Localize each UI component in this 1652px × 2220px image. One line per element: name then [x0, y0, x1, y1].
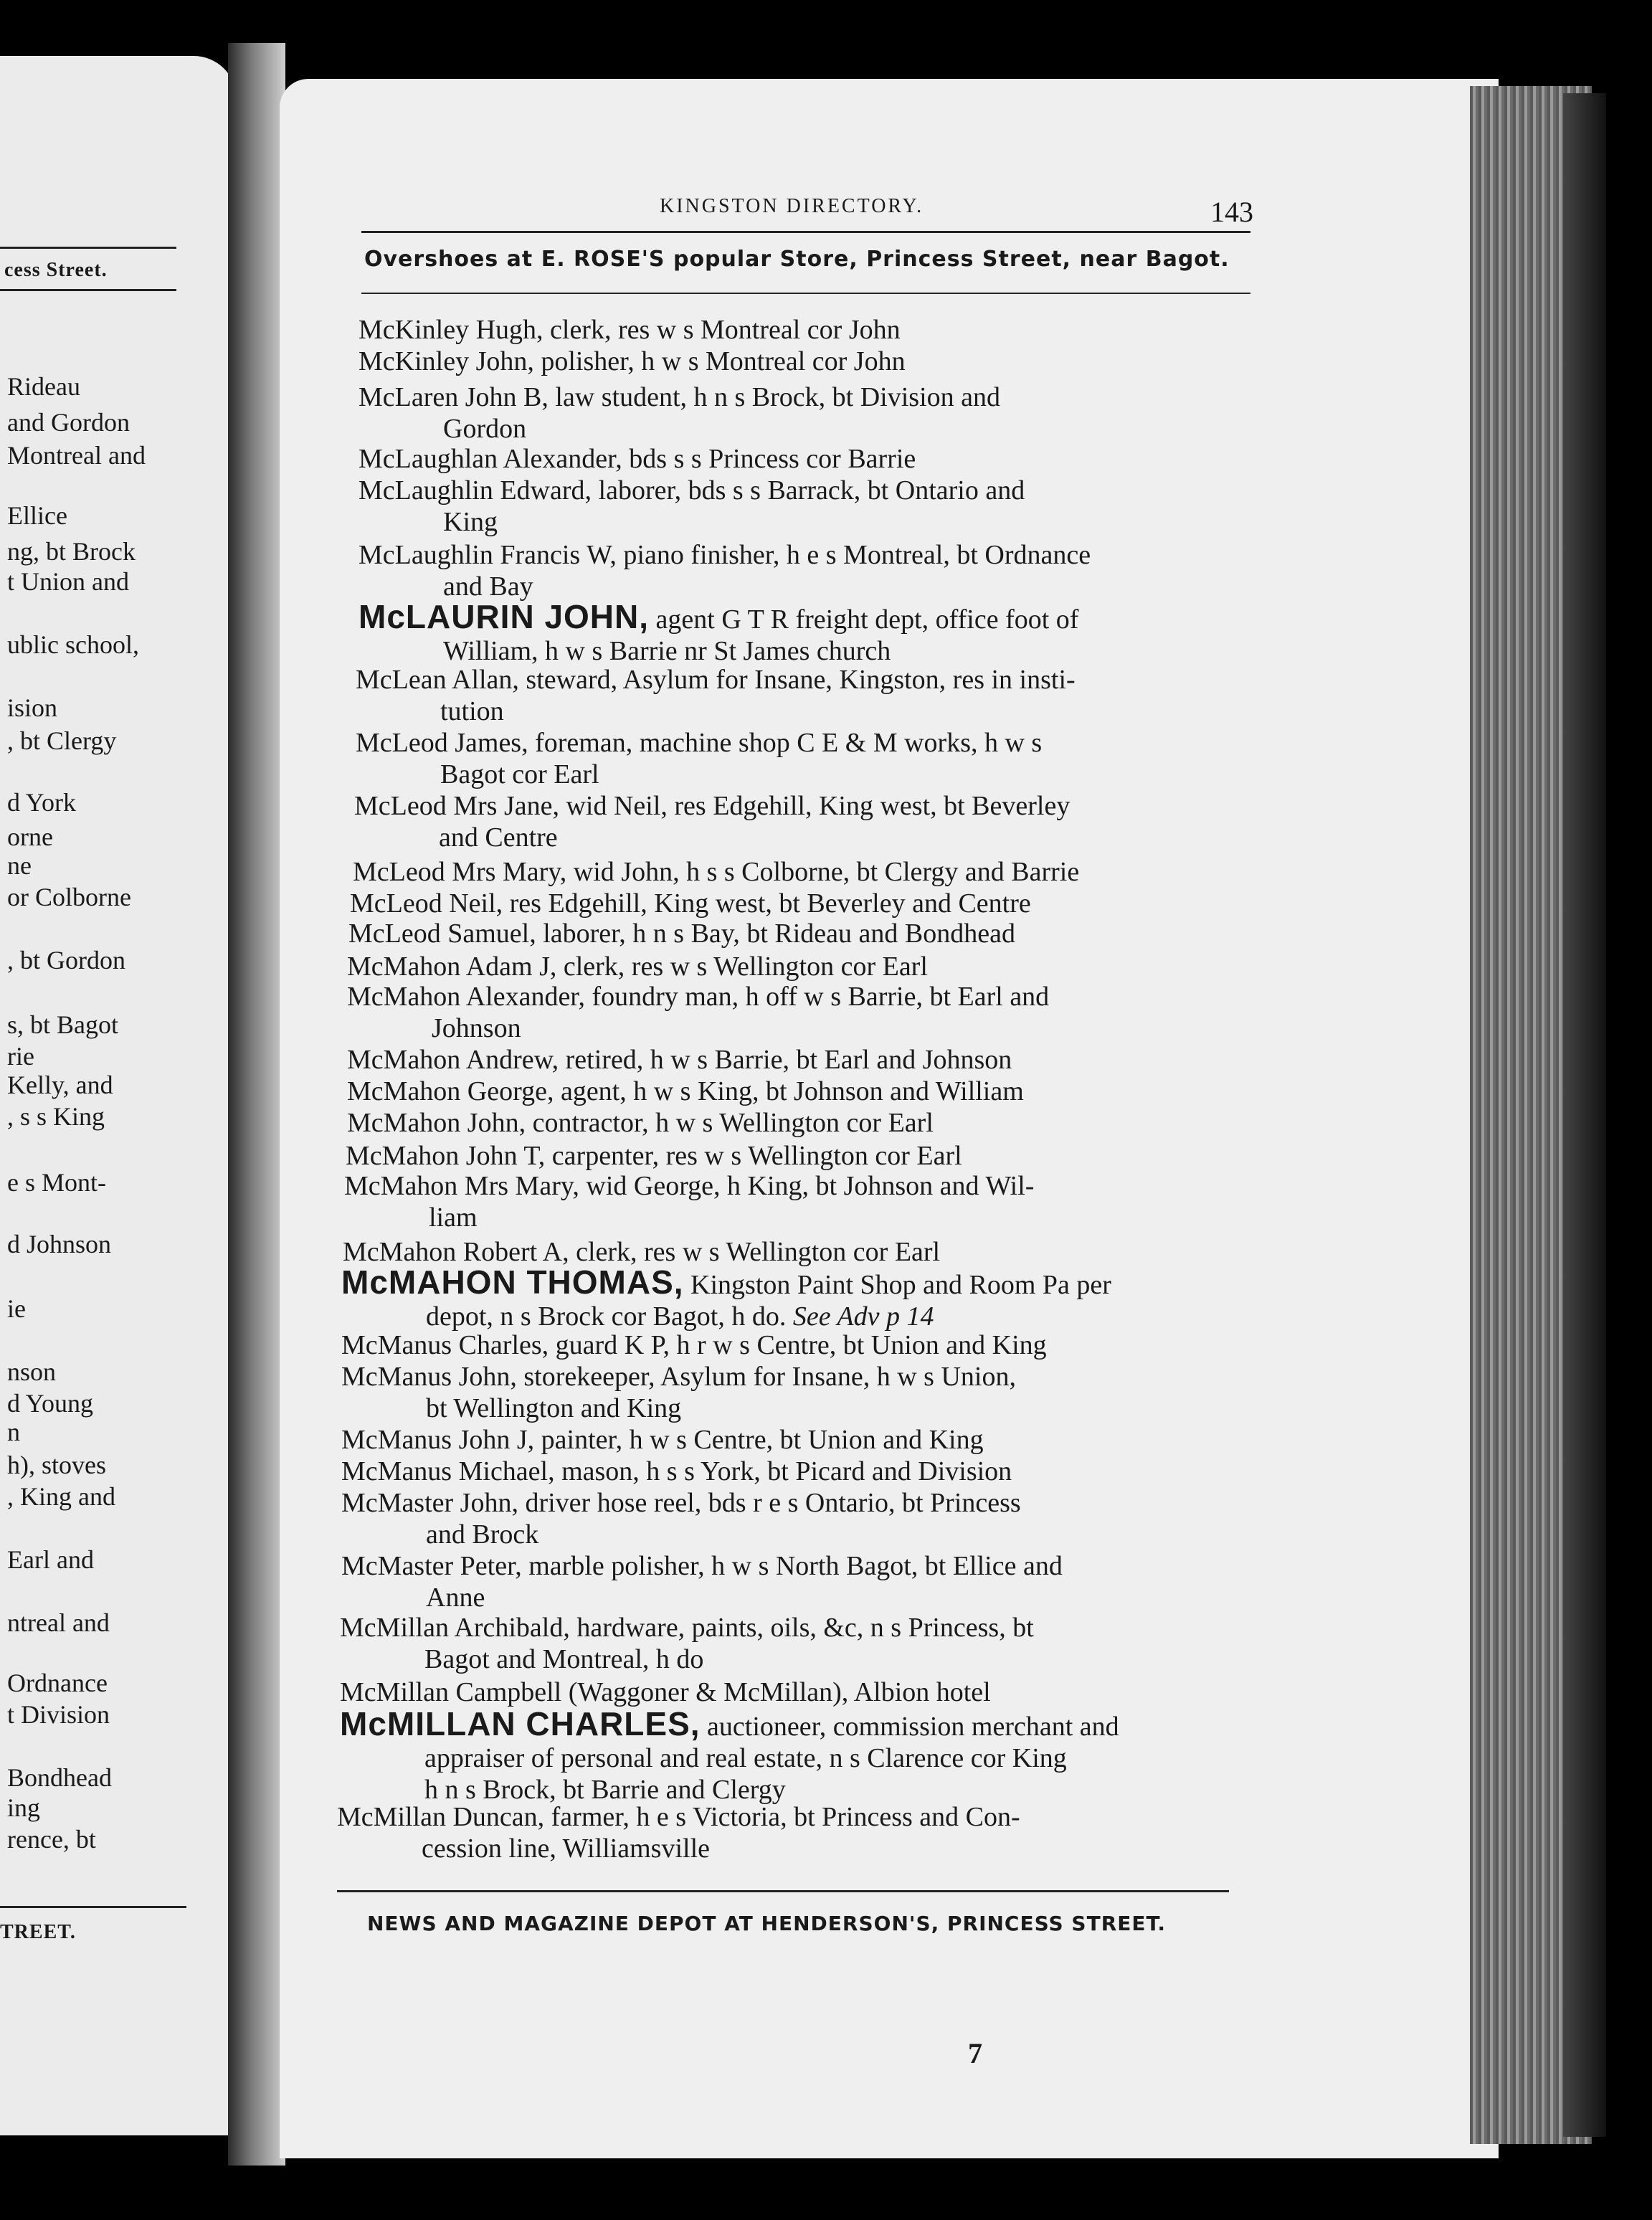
directory-entry [341, 1456, 1012, 1487]
left-page-line: t Union and [7, 567, 129, 596]
entry-text: McKinley Hugh, clerk, res w s Montreal cor John [359, 315, 901, 345]
left-page-line: d Johnson [7, 1230, 112, 1258]
left-page-line: rie [7, 1042, 34, 1071]
entry-text: McMaster John, driver hose reel, bds r e s Ontario, bt Princess [341, 1488, 1021, 1518]
left-page-line: rence, bt [7, 1825, 96, 1854]
entry-text: McLaughlin Edward, laborer, bds s s Barrack, bt Ontario and [359, 475, 1025, 506]
entry-continuation [337, 1833, 1020, 1864]
entry-line [347, 1076, 1024, 1106]
entry-text: McMahon Alexander, foundry man, h off w s Barrie, bt Earl and [347, 982, 1050, 1012]
entry-bold-name: McLAURIN JOHN, [359, 598, 650, 635]
entry-text: McLeod Samuel, laborer, h n s Bay, bt Rideau and Bondhead [348, 919, 1015, 949]
left-page-line: ne [7, 851, 32, 880]
entry-text: McMahon Adam J, clerk, res w s Wellington cor Earl [347, 952, 928, 982]
left-page-line: d York [7, 788, 77, 817]
entry-line [341, 1330, 1047, 1360]
entry-text: McMahon George, agent, h w s King, bt Johnson and William [347, 1076, 1024, 1106]
directory-entry [341, 1263, 1111, 1332]
entry-continuation [354, 822, 1070, 853]
directory-entry [359, 314, 901, 346]
left-page-line: ing [7, 1793, 41, 1822]
directory-entry [359, 443, 916, 475]
directory-entry [354, 790, 1070, 853]
left-page-line: Montreal and [7, 441, 146, 470]
entry-line [359, 598, 1079, 635]
directory-entry [356, 664, 1076, 727]
left-page-line: n [7, 1418, 20, 1446]
directory-entry [340, 1676, 991, 1708]
entry-continuation-text: liam [429, 1202, 478, 1233]
entry-line [340, 1613, 1034, 1643]
entry-line [347, 982, 1049, 1012]
running-title: KINGSTON DIRECTORY. [660, 195, 924, 217]
left-page-line: d Young [7, 1389, 94, 1418]
left-page-line: ntreal and [7, 1608, 110, 1637]
left-page-line: or Colborne [7, 883, 131, 911]
entry-line [359, 382, 1000, 412]
entry-line [356, 728, 1042, 758]
entry-line [350, 888, 1031, 919]
left-page-line: t Division [7, 1700, 110, 1729]
left-page-line: and Gordon [7, 408, 130, 437]
entry-text: McLean Allan, steward, Asylum for Insane, Kingston, res in insti- [356, 665, 1076, 695]
directory-entry [347, 951, 928, 982]
entry-continuation [356, 696, 1076, 727]
entry-continuation-text: Anne [426, 1583, 485, 1613]
left-page-header: cess Street. [0, 247, 176, 291]
entry-text: McManus John, storekeeper, Asylum for Insane, h w s Union, [341, 1362, 1016, 1392]
entry-line [343, 1237, 940, 1267]
directory-entry [353, 856, 1079, 888]
entry-continuation-text: appraiser of personal and real estate, n s Clarence cor King [424, 1743, 1067, 1773]
entry-line [348, 919, 1015, 949]
directory-entry [341, 1329, 1047, 1361]
entry-continuation [340, 1742, 1119, 1774]
footer-rule [337, 1890, 1229, 1892]
left-page-line: s, bt Bagot [7, 1010, 119, 1039]
entry-bold-name: McMILLAN CHARLES, [340, 1705, 701, 1742]
directory-entry [341, 1550, 1063, 1613]
entry-line [341, 1488, 1021, 1518]
entry-text: Kingston Paint Shop and Room Pa per [683, 1270, 1111, 1300]
left-page-line: nson [7, 1357, 57, 1386]
left-page-line: ublic school, [7, 630, 139, 659]
directory-entry [350, 888, 1031, 919]
directory-entry [359, 539, 1091, 602]
directory-entry [359, 346, 906, 377]
entry-text: McLeod James, foreman, machine shop C E & M works, h w s [356, 728, 1043, 758]
entry-text: McLaughlin Francis W, piano finisher, h e s Montreal, bt Ordnance [359, 540, 1091, 570]
left-page-line: , bt Gordon [7, 946, 125, 974]
entry-continuation-text: King [443, 507, 498, 537]
entry-text: McMillan Duncan, farmer, h e s Victoria, bt Princess and Con- [337, 1802, 1020, 1832]
left-page-line: Earl and [7, 1545, 94, 1574]
directory-entry [341, 1424, 984, 1456]
directory-entry [340, 1612, 1034, 1675]
entry-line [337, 1802, 1020, 1832]
left-page-line: , bt Clergy [7, 726, 117, 755]
entry-text: McMahon John, contractor, h w s Wellington cor Earl [347, 1108, 934, 1138]
directory-entry [346, 1140, 962, 1172]
entry-continuation-text: h n s Brock, bt Barrie and Clergy [424, 1775, 786, 1805]
directory-entry [359, 598, 1079, 667]
page-number: 143 [1210, 196, 1253, 228]
entry-continuation [341, 1301, 1111, 1332]
directory-entry [341, 1487, 1021, 1550]
entry-continuation-text: bt Wellington and King [426, 1393, 682, 1423]
entry-text: McMahon Mrs Mary, wid George, h King, bt Johnson and Wil- [344, 1171, 1035, 1201]
entry-text: McMaster Peter, marble polisher, h w s North Bagot, bt Ellice and [341, 1551, 1063, 1581]
left-page-line: , King and [7, 1482, 115, 1511]
directory-entry [359, 381, 1000, 445]
left-page-line: Ordnance [7, 1669, 108, 1697]
entry-continuation [347, 1012, 1049, 1044]
directory-entry [344, 1170, 1034, 1233]
entry-bold-name: McMAHON THOMAS, [341, 1263, 684, 1301]
entry-line [341, 1456, 1012, 1486]
signature-mark: 7 [968, 2037, 982, 2069]
left-page-line: , s s King [7, 1102, 105, 1131]
left-page-line: ng, bt Brock [7, 537, 136, 566]
entry-line [340, 1705, 1119, 1742]
entry-text: McManus Charles, guard K P, h r w s Centre, bt Union and King [341, 1330, 1047, 1360]
advert-bottom: NEWS AND MAGAZINE DEPOT AT HENDERSON'S, PRINCESS STREET. [367, 1912, 1166, 1935]
entry-text: McMahon Andrew, retired, h w s Barrie, bt Earl and Johnson [347, 1045, 1012, 1075]
entry-line [347, 1045, 1012, 1075]
left-page-line: orne [7, 822, 53, 851]
entry-continuation [340, 1643, 1034, 1675]
left-page-line: ision [7, 693, 58, 722]
advert-top: Overshoes at E. ROSE'S popular Store, Princess Street, near Bagot. [364, 247, 1230, 272]
entry-text: McMahon John T, carpenter, res w s Wellington cor Earl [346, 1141, 962, 1171]
left-page-line: e s Mont- [7, 1168, 106, 1197]
directory-entry [340, 1705, 1119, 1806]
entry-continuation-text: tution [440, 696, 504, 726]
entry-continuation [344, 1202, 1034, 1233]
entry-text: McLaughlan Alexander, bds s s Princess cor Barrie [359, 444, 916, 474]
entry-line [341, 1263, 1111, 1301]
entry-text: auctioneer, commission merchant and [700, 1712, 1119, 1742]
entry-line [341, 1551, 1063, 1581]
entry-continuation-text: Bagot cor Earl [440, 759, 599, 789]
directory-entry [347, 1107, 934, 1139]
left-page-line: Ellice [7, 501, 67, 530]
entry-text: McManus John J, painter, h w s Centre, bt Union and King [341, 1425, 984, 1455]
entry-continuation-text: cession line, Williamsville [422, 1834, 710, 1864]
entry-line [359, 346, 906, 376]
directory-entry [347, 1044, 1012, 1076]
entry-continuation [341, 1519, 1021, 1550]
entry-continuation [359, 506, 1025, 538]
entry-text: McMahon Robert A, clerk, res w s Wellington cor Earl [343, 1237, 941, 1267]
entry-continuation-text: and Brock [426, 1519, 539, 1550]
entry-text: McLeod Mrs Jane, wid Neil, res Edgehill, King west, bt Beverley [354, 791, 1071, 821]
entry-continuation [341, 1582, 1063, 1613]
entry-continuation-text: William, h w s Barrie nr St James church [443, 636, 891, 666]
entry-line [346, 1141, 962, 1171]
entry-continuation-text: Bagot and Montreal, h do [424, 1644, 704, 1674]
entry-continuation [359, 413, 1000, 445]
directory-entry [356, 727, 1042, 790]
entry-text: McKinley John, polisher, h w s Montreal cor John [359, 346, 906, 376]
left-page-line: Rideau [7, 372, 80, 401]
entry-line [353, 857, 1079, 887]
entry-advert-reference: See Adv p 14 [792, 1301, 934, 1332]
directory-entry [337, 1801, 1020, 1864]
entry-text: McMillan Campbell (Waggoner & McMillan), Albion hotel [340, 1677, 991, 1707]
directory-entry [359, 475, 1025, 538]
entry-line [359, 315, 901, 345]
entry-continuation [356, 759, 1042, 790]
entry-line [341, 1425, 984, 1455]
entry-line [354, 791, 1070, 821]
entry-line [347, 1108, 934, 1138]
entry-text: McLaren John B, law student, h n s Brock, bt Division and [359, 382, 1001, 412]
entry-text: McMillan Archibald, hardware, paints, oils, &c, n s Princess, bt [340, 1613, 1034, 1643]
entry-line [356, 665, 1076, 695]
left-page-line: Kelly, and [7, 1071, 113, 1099]
entry-continuation-text: and Centre [439, 822, 558, 853]
entry-continuation-text: Gordon [443, 414, 527, 444]
entry-continuation-text: Johnson [432, 1013, 521, 1043]
entry-continuation-text: and Bay [443, 571, 533, 602]
left-page-footer: TREET. [0, 1906, 186, 1944]
directory-entry [348, 918, 1015, 949]
entry-line [341, 1362, 1016, 1392]
directory-entry [347, 1076, 1024, 1107]
entry-line [340, 1677, 991, 1707]
directory-entry [347, 981, 1049, 1044]
entry-continuation [359, 635, 1078, 667]
entry-text: agent G T R freight dept, office foot of [649, 604, 1079, 635]
entry-text: McManus Michael, mason, h s s York, bt Picard and Division [341, 1456, 1012, 1486]
left-page-line: Bondhead [7, 1763, 112, 1792]
entry-continuation-text: depot, n s Brock cor Bagot, h do. [426, 1301, 793, 1332]
entry-text: McLeod Neil, res Edgehill, King west, bt Beverley and Centre [350, 888, 1031, 919]
entry-line [359, 444, 916, 474]
left-page-line: ie [7, 1294, 26, 1323]
entry-continuation [341, 1393, 1016, 1424]
directory-entry [341, 1361, 1016, 1424]
entry-line [359, 540, 1091, 570]
entry-line [344, 1171, 1034, 1201]
entry-line [347, 952, 928, 982]
entry-line [359, 475, 1025, 506]
entry-text: McLeod Mrs Mary, wid John, h s s Colborne, bt Clergy and Barrie [353, 857, 1080, 887]
left-page-line: h), stoves [7, 1451, 106, 1479]
